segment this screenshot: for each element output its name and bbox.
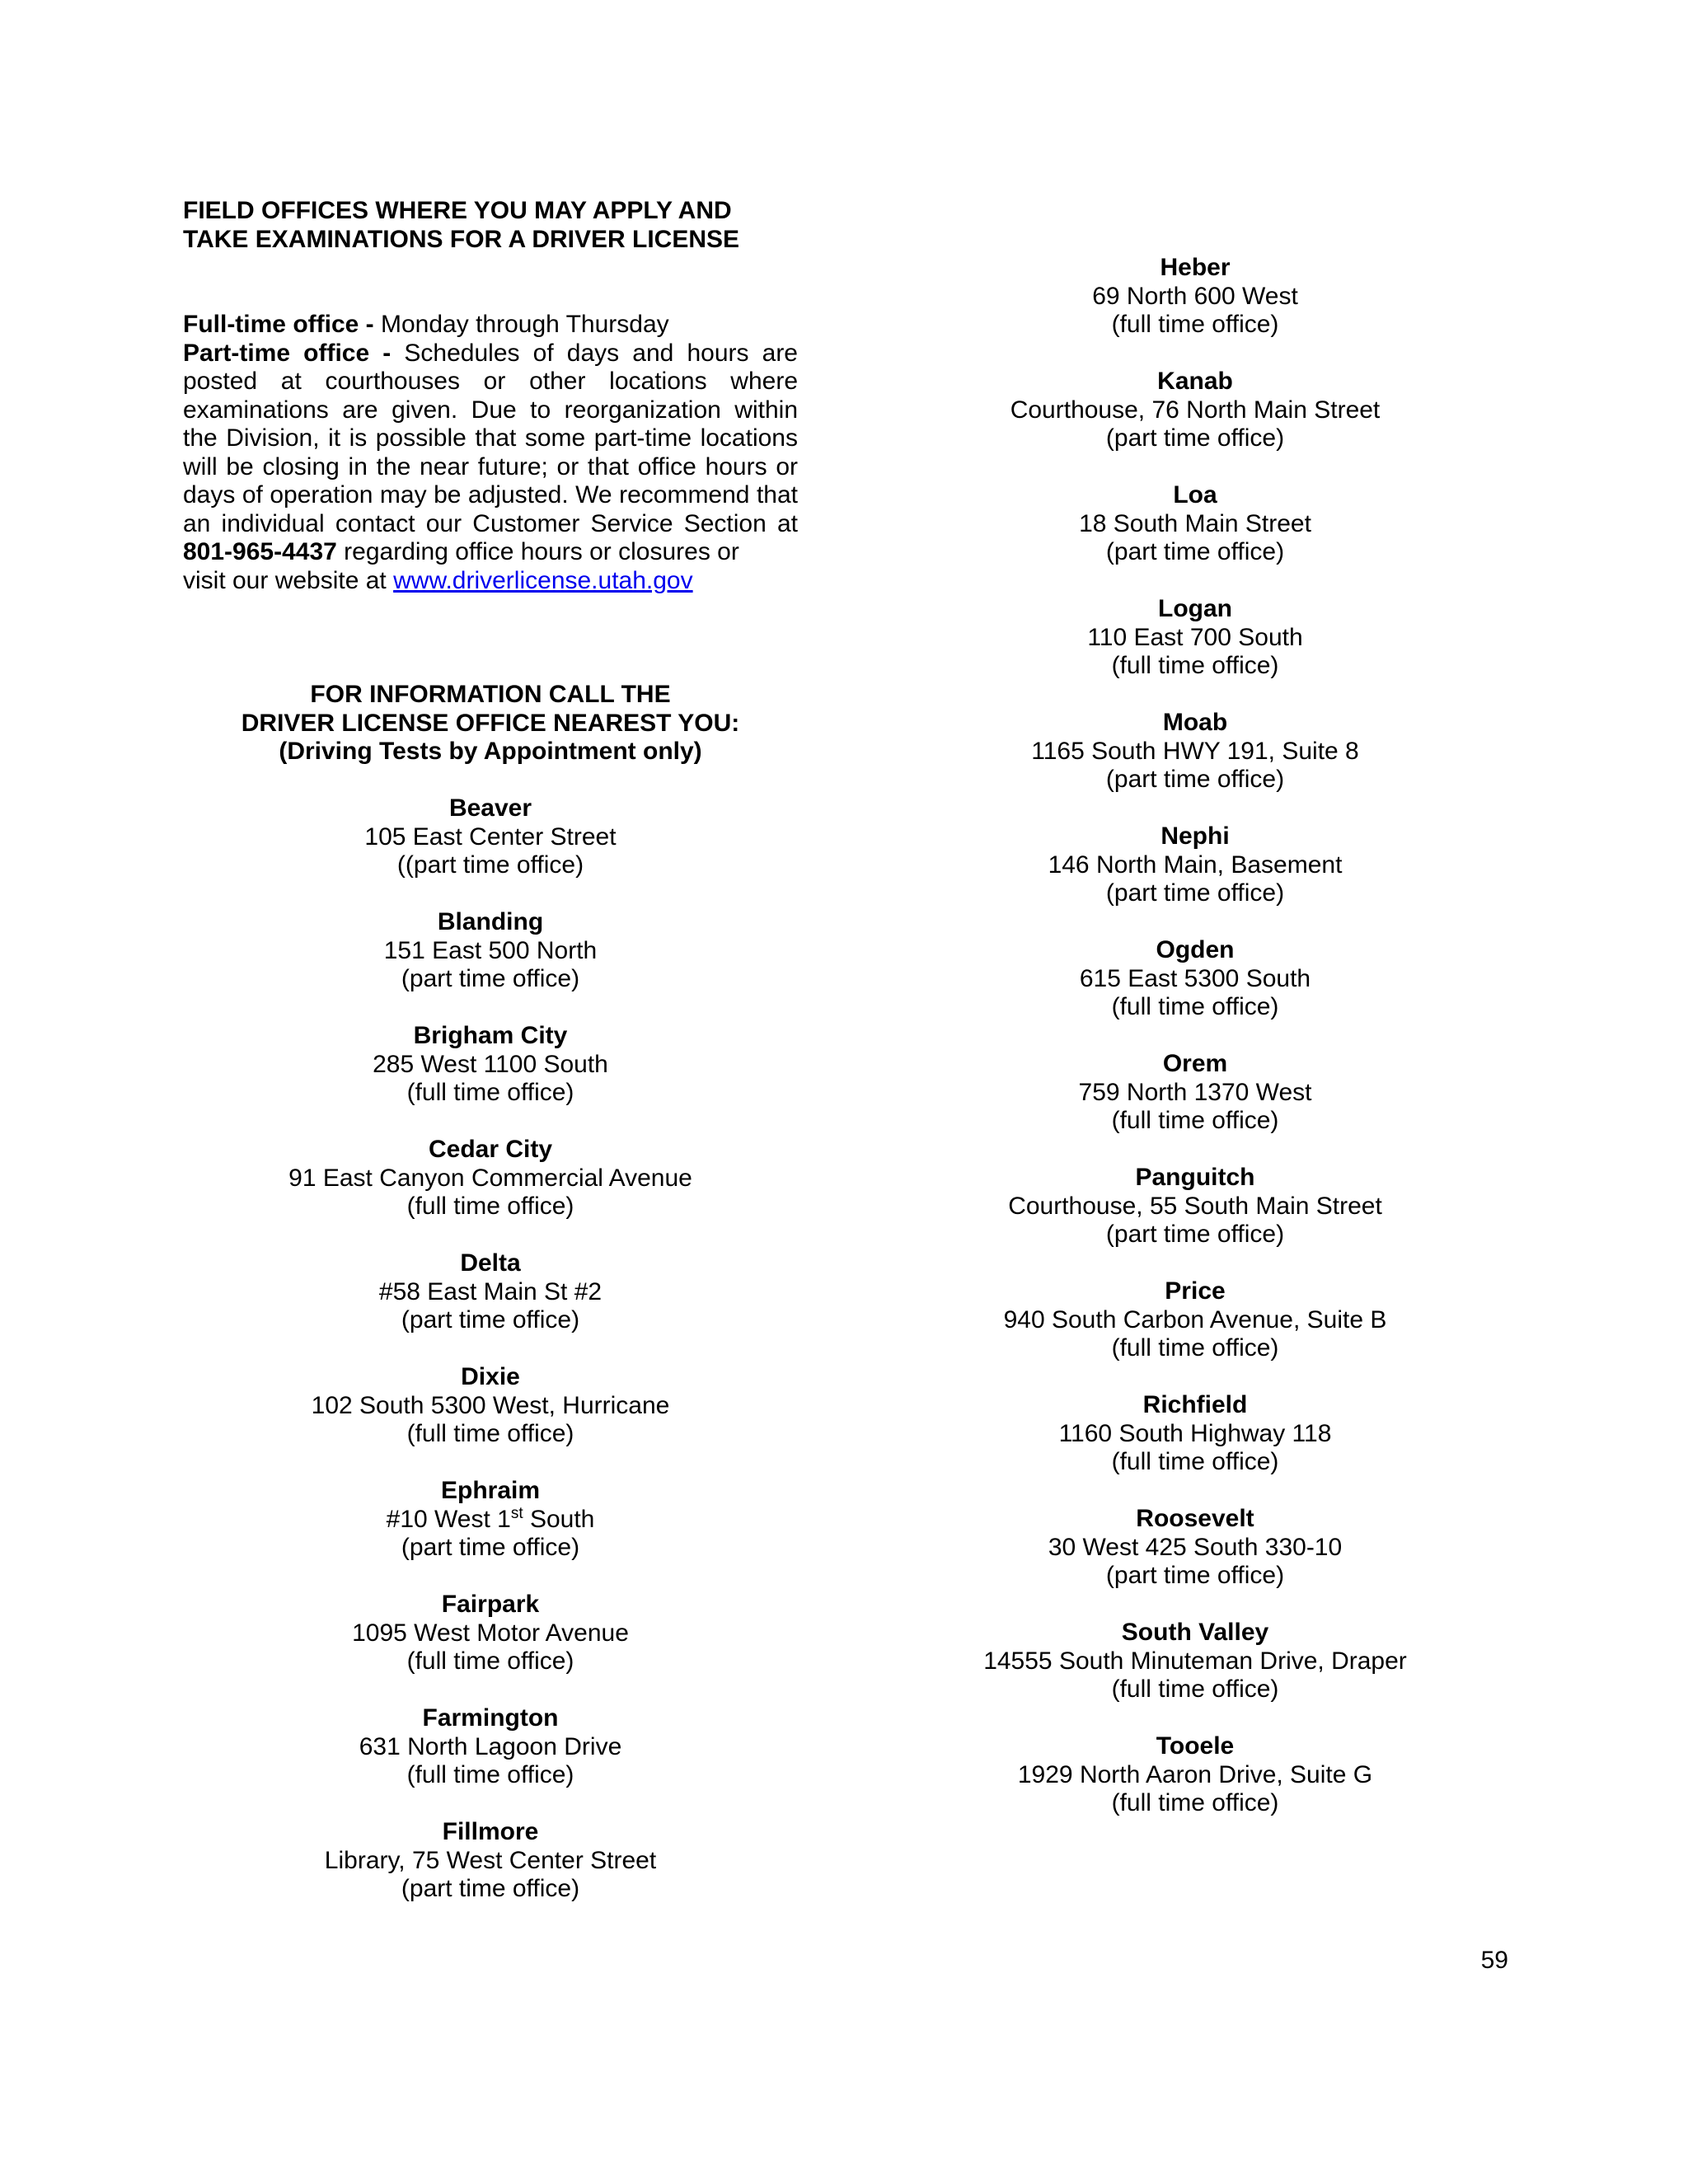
office-brigham-city xyxy=(183,1022,798,1108)
office-address-part: South xyxy=(523,1505,595,1533)
page-heading-line-2: TAKE EXAMINATIONS FOR A DRIVER LICENSE xyxy=(183,225,740,253)
office-address: Library, 75 West Center Street xyxy=(324,1846,657,1874)
office-type: ((part time office) xyxy=(396,851,584,879)
office-logan xyxy=(898,595,1492,681)
office-address: 91 East Canyon Commercial Avenue xyxy=(288,1164,692,1192)
office-type: (part time office) xyxy=(1105,879,1285,907)
office-type: (part time office) xyxy=(1105,1562,1285,1589)
office-name: Beaver xyxy=(448,794,532,822)
office-address: 631 North Lagoon Drive xyxy=(359,1732,622,1760)
parttime-label: Part-time office - xyxy=(183,339,392,367)
office-address: 110 East 700 South xyxy=(1087,623,1303,651)
office-type: (full time office) xyxy=(1111,993,1279,1020)
call-line-2: DRIVER LICENSE OFFICE NEAREST YOU: xyxy=(241,709,740,737)
office-beaver xyxy=(183,794,798,880)
website-line xyxy=(183,567,798,596)
office-name: Richfield xyxy=(1142,1391,1248,1418)
office-type: (full time office) xyxy=(406,1761,574,1788)
office-dixie xyxy=(183,1363,798,1449)
office-name: Nephi xyxy=(1160,823,1230,850)
office-type: (full time office) xyxy=(406,1420,574,1447)
office-name: Fairpark xyxy=(441,1591,540,1618)
office-blanding xyxy=(183,908,798,994)
office-name: Ephraim xyxy=(440,1477,541,1504)
office-name: Logan xyxy=(1158,595,1232,622)
office-address: 285 West 1100 South xyxy=(373,1050,608,1078)
office-address-part: #10 West 1 xyxy=(386,1505,511,1533)
office-roosevelt xyxy=(898,1505,1492,1591)
page-heading xyxy=(183,197,798,254)
office-tooele xyxy=(898,1732,1492,1818)
office-price xyxy=(898,1277,1492,1363)
office-delta xyxy=(183,1249,798,1335)
office-address xyxy=(183,1506,798,1535)
fulltime-definition xyxy=(183,311,798,340)
office-type: (part time office) xyxy=(401,1534,580,1561)
phone-number: 801-965-4437 xyxy=(183,538,337,565)
office-name: Price xyxy=(1165,1277,1226,1305)
office-type: (full time office) xyxy=(406,1079,574,1106)
office-address: 18 South Main Street xyxy=(1079,509,1311,537)
office-address: 146 North Main, Basement xyxy=(1048,851,1343,879)
office-address: #58 East Main St #2 xyxy=(378,1277,603,1305)
office-type: (part time office) xyxy=(401,965,580,992)
office-type: (full time office) xyxy=(1111,652,1279,679)
office-name: Delta xyxy=(460,1249,521,1277)
office-type: (full time office) xyxy=(406,1647,574,1675)
office-name: Cedar City xyxy=(428,1136,553,1163)
fulltime-text: Monday through Thursday xyxy=(373,311,669,338)
office-address: 102 South 5300 West, Hurricane xyxy=(311,1391,670,1419)
office-ogden xyxy=(898,936,1492,1022)
intro-section xyxy=(183,311,798,595)
office-address: 14555 South Minuteman Drive, Draper xyxy=(983,1647,1407,1675)
office-cedar-city xyxy=(183,1136,798,1221)
office-moab xyxy=(898,709,1492,794)
office-name: Brigham City xyxy=(413,1022,568,1049)
call-info-heading xyxy=(183,681,798,766)
office-name: Farmington xyxy=(422,1704,559,1732)
office-address: 69 North 600 West xyxy=(1092,282,1298,310)
office-address: 1929 North Aaron Drive, Suite G xyxy=(1017,1760,1373,1788)
office-address: 1095 West Motor Avenue xyxy=(352,1619,629,1647)
office-name: South Valley xyxy=(1121,1619,1269,1646)
left-column xyxy=(183,197,798,1932)
office-heber xyxy=(898,254,1492,340)
office-address: 615 East 5300 South xyxy=(1079,964,1311,992)
office-name: Loa xyxy=(1173,481,1217,509)
office-nephi xyxy=(898,823,1492,908)
fulltime-label: Full-time office - xyxy=(183,311,374,338)
office-type: (full time office) xyxy=(1111,1789,1279,1816)
office-ephraim xyxy=(183,1477,798,1563)
office-fairpark xyxy=(183,1591,798,1676)
office-name: Orem xyxy=(1162,1050,1228,1077)
office-south-valley xyxy=(898,1619,1492,1704)
office-name: Tooele xyxy=(1156,1732,1235,1760)
office-address: Courthouse, 76 North Main Street xyxy=(1010,396,1381,424)
page-heading-line-1: FIELD OFFICES WHERE YOU MAY APPLY AND xyxy=(183,197,732,224)
office-name: Dixie xyxy=(461,1363,520,1390)
after-phone-text: regarding office hours or closures or xyxy=(336,538,739,565)
ordinal-suffix: st xyxy=(510,1504,523,1522)
office-type: (full time office) xyxy=(406,1193,574,1220)
office-type: (part time office) xyxy=(1105,538,1285,565)
offices-list-left xyxy=(183,794,798,1904)
office-name: Blanding xyxy=(437,908,544,935)
parttime-definition xyxy=(183,340,798,567)
website-link[interactable]: www.driverlicense.utah.gov xyxy=(393,566,693,594)
office-type: (full time office) xyxy=(1111,1448,1279,1475)
office-type: (part time office) xyxy=(1105,766,1285,793)
office-loa xyxy=(898,481,1492,567)
office-type: (part time office) xyxy=(401,1875,580,1902)
office-farmington xyxy=(183,1704,798,1790)
office-address: 759 North 1370 West xyxy=(1078,1078,1312,1106)
call-line-1: FOR INFORMATION CALL THE xyxy=(310,681,671,708)
office-type: (full time office) xyxy=(1111,1107,1279,1134)
office-type: (full time office) xyxy=(1111,311,1279,338)
office-type: (full time office) xyxy=(1111,1675,1279,1703)
office-address: Courthouse, 55 South Main Street xyxy=(1008,1192,1382,1220)
office-name: Moab xyxy=(1162,709,1228,736)
office-name: Panguitch xyxy=(1135,1164,1255,1191)
office-type: (full time office) xyxy=(1111,1334,1279,1361)
office-type: (part time office) xyxy=(401,1306,580,1333)
office-name: Roosevelt xyxy=(1136,1505,1254,1532)
office-panguitch xyxy=(898,1164,1492,1249)
right-column xyxy=(898,254,1492,1846)
office-address: 30 West 425 South 330-10 xyxy=(1048,1533,1343,1561)
page-number: 59 xyxy=(1480,1947,1508,1974)
office-address: 1160 South Highway 118 xyxy=(1058,1419,1332,1447)
office-name: Fillmore xyxy=(442,1818,539,1845)
office-fillmore xyxy=(183,1818,798,1904)
office-type: (part time office) xyxy=(1105,424,1285,452)
office-kanab xyxy=(898,368,1492,453)
office-address: 940 South Carbon Avenue, Suite B xyxy=(1003,1305,1387,1333)
office-address: 105 East Center Street xyxy=(364,823,617,851)
parttime-text: Schedules of days and hours are posted at courthouses or other locations where examinations are given. Due to reorganization within the Division, it is possible that some part-time locations will be closing in the near future; or that office hours or days of operation may be adjusted. We recommend that an individual contact our Customer Service Section at xyxy=(183,339,798,537)
office-name: Ogden xyxy=(1156,936,1235,963)
office-address: 1165 South HWY 191, Suite 8 xyxy=(1031,737,1359,765)
office-address: 151 East 500 North xyxy=(383,936,598,964)
office-name: Kanab xyxy=(1157,368,1233,395)
call-line-3: (Driving Tests by Appointment only) xyxy=(279,738,702,765)
visit-text: visit our website at xyxy=(183,566,394,594)
office-orem xyxy=(898,1050,1492,1136)
office-type: (part time office) xyxy=(1105,1221,1285,1248)
office-name: Heber xyxy=(1160,254,1231,281)
office-richfield xyxy=(898,1391,1492,1477)
